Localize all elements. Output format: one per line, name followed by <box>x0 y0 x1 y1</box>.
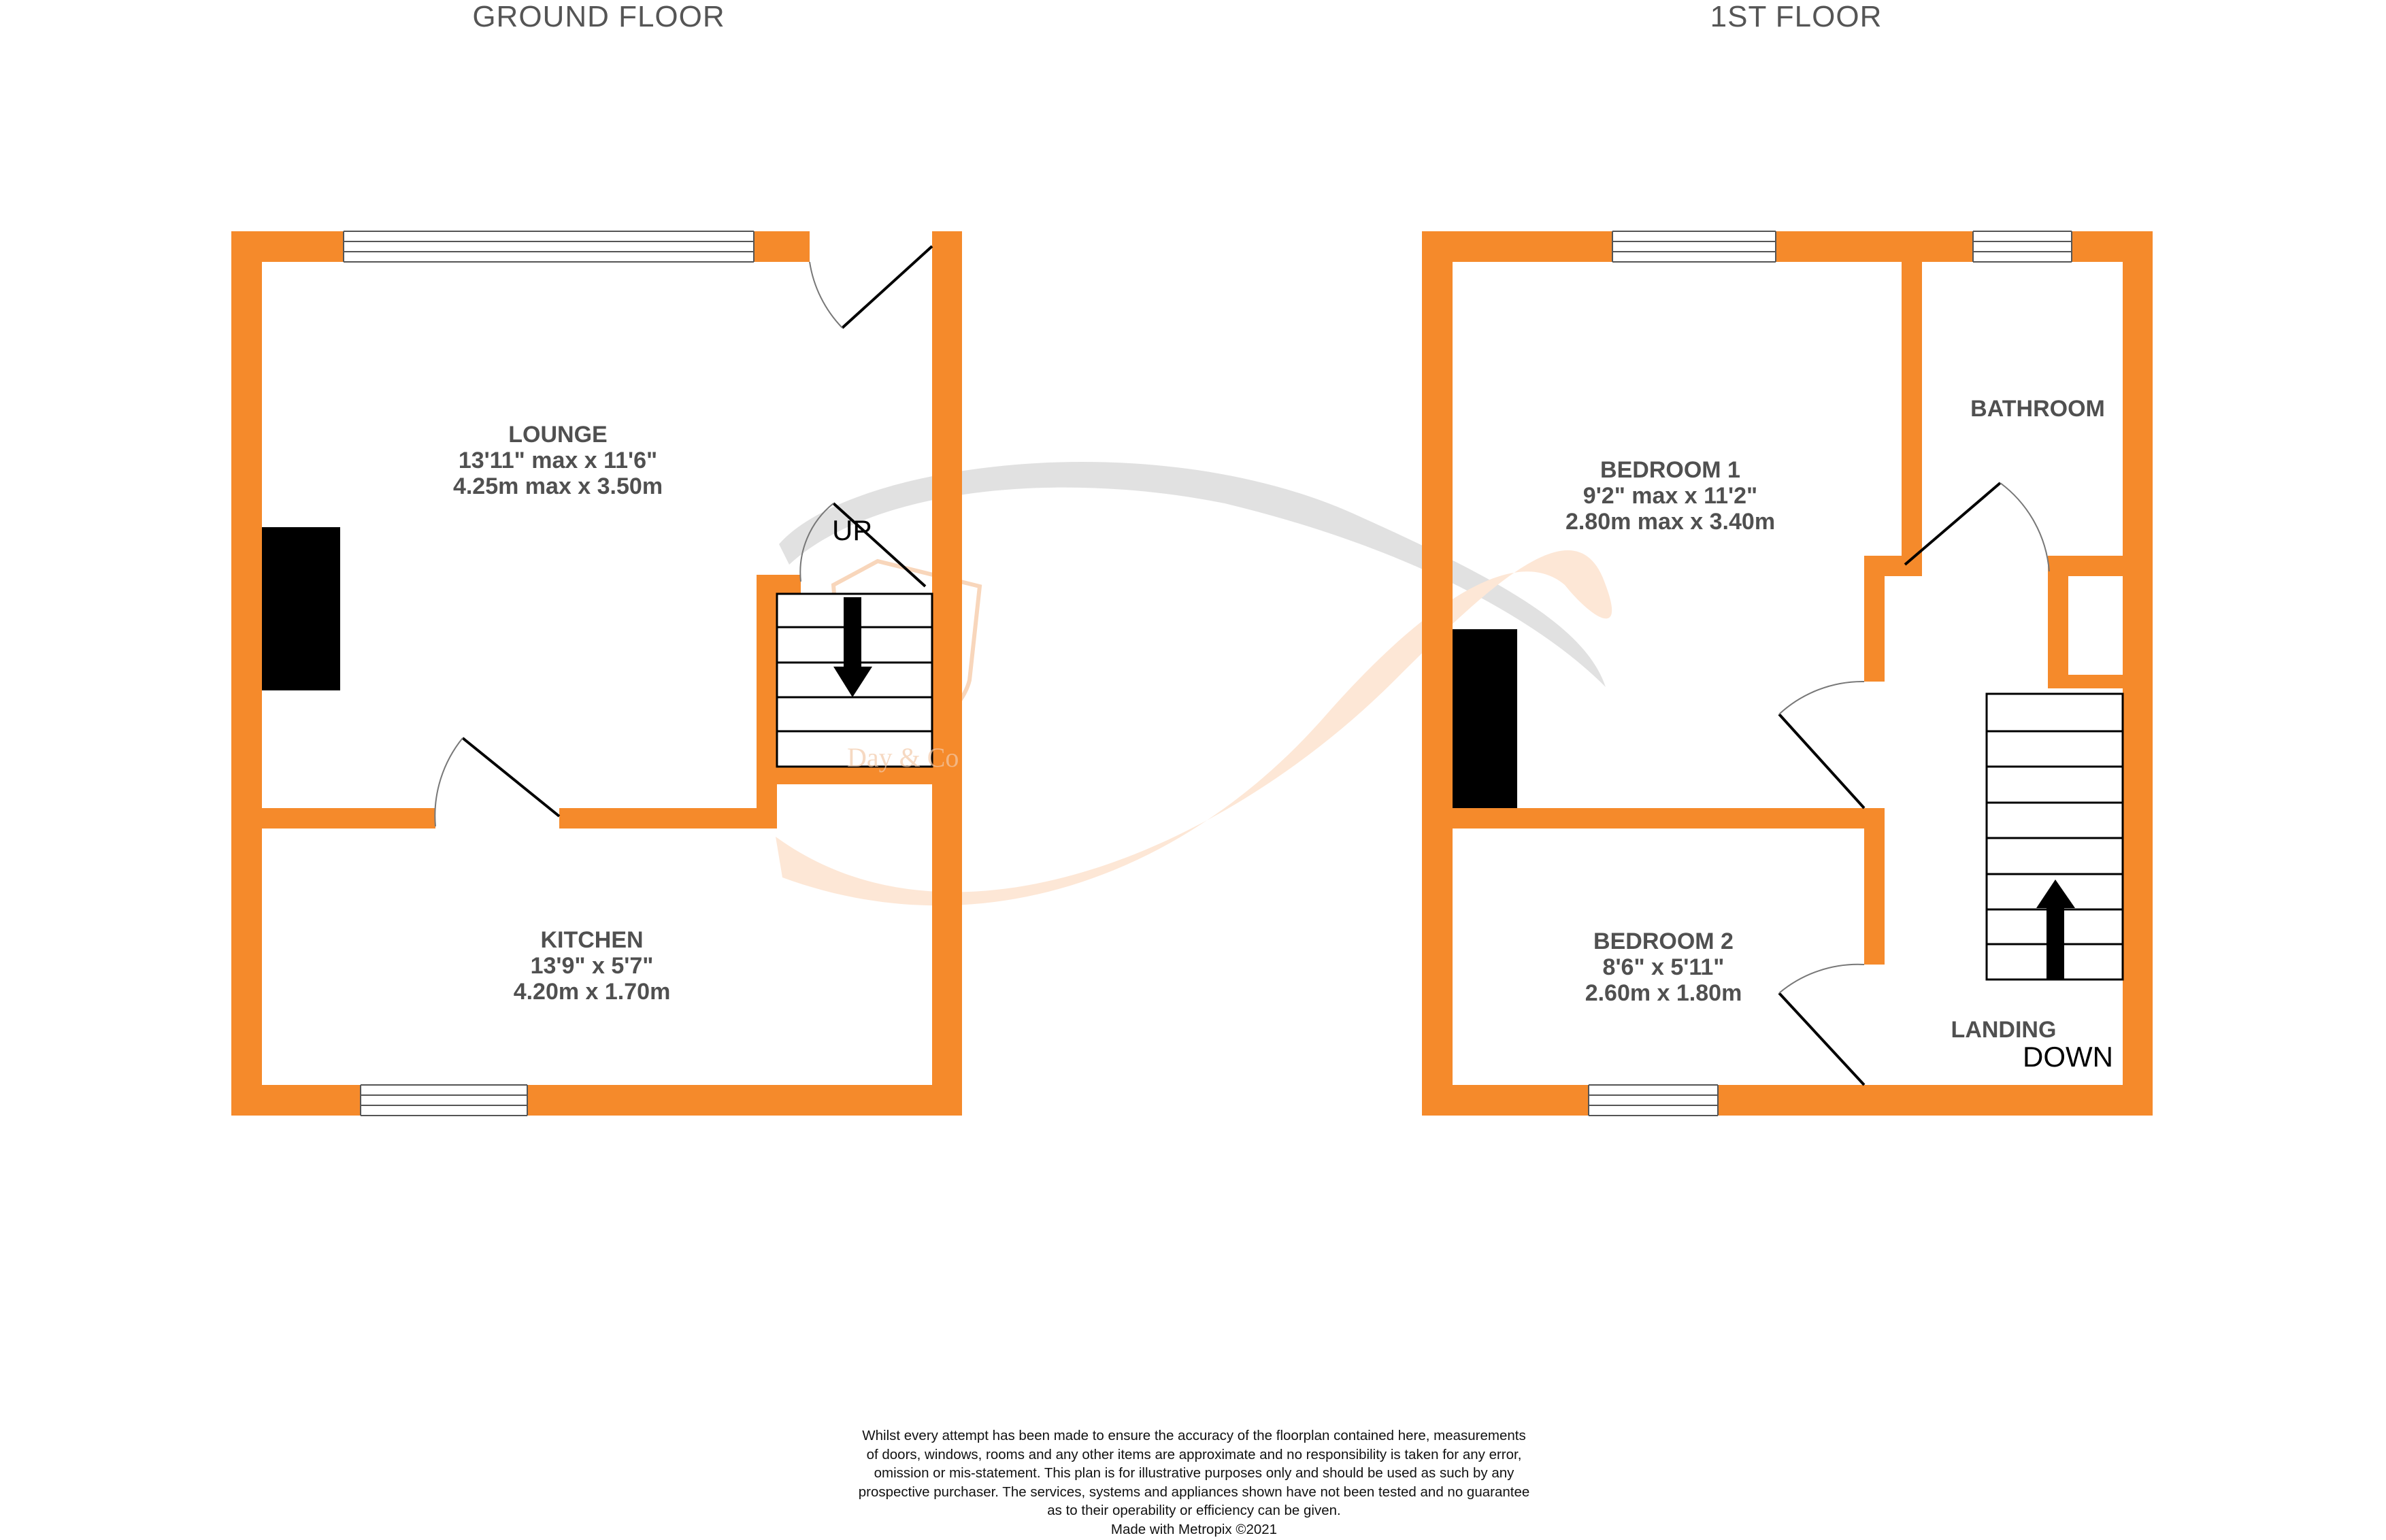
wall <box>231 231 262 1116</box>
wall <box>757 575 777 828</box>
wall <box>2123 231 2153 1116</box>
room-label-lounge <box>354 422 762 499</box>
stairs-down-label: DOWN <box>2023 1041 2113 1073</box>
wall <box>1864 808 1885 965</box>
wall <box>754 231 810 262</box>
chimney-breast <box>262 527 340 690</box>
window <box>1612 231 1776 262</box>
disclaimer-line: of doors, windows, rooms and any other items are approximate and no responsibility is taken for any error, <box>866 1446 1522 1462</box>
room-label-kitchen <box>388 927 796 1005</box>
wall <box>1864 1085 1885 1116</box>
room-size-imperial: 13'9" x 5'7" <box>530 953 654 979</box>
room-name: LOUNGE <box>508 422 608 448</box>
first-floor-title: 1ST FLOOR <box>1710 0 1883 33</box>
wall <box>2048 556 2068 688</box>
wall <box>1422 231 1453 1116</box>
room-size-imperial: 9'2" max x 11'2" <box>1583 483 1758 509</box>
door <box>435 738 559 826</box>
room-name: BEDROOM 1 <box>1600 457 1740 483</box>
window <box>1589 1085 1718 1116</box>
room-name: BATHROOM <box>1970 396 2105 422</box>
room-size-imperial: 8'6" x 5'11" <box>1602 954 1725 980</box>
room-size-metric: 4.20m x 1.70m <box>513 979 671 1005</box>
wall <box>2072 231 2153 262</box>
window <box>361 1085 527 1116</box>
room-size-metric: 4.25m max x 3.50m <box>452 473 663 499</box>
window <box>344 231 754 262</box>
wall <box>231 808 435 828</box>
door <box>1905 483 2049 571</box>
room-size-metric: 2.60m x 1.80m <box>1585 980 1742 1006</box>
disclaimer-credit: Made with Metropix ©2021 <box>1110 1521 1278 1537</box>
window <box>1973 231 2072 262</box>
wall <box>231 1085 962 1116</box>
room-name: KITCHEN <box>540 927 644 953</box>
staircase <box>777 594 932 767</box>
door <box>1779 682 1864 808</box>
room-label-landing <box>1885 1017 2123 1043</box>
room-size-imperial: 13'11" max x 11'6" <box>458 448 658 473</box>
room-label-bedroom-1 <box>1466 457 1874 535</box>
wall <box>1864 556 1885 682</box>
wall <box>1422 231 1612 262</box>
room-label-bathroom <box>1925 396 2150 422</box>
stairs-up-label: UP <box>832 514 872 546</box>
disclaimer-line: as to their operability or efficiency can be given. <box>1047 1503 1341 1518</box>
disclaimer-line: omission or mis-statement. This plan is for illustrative purposes only and should be used as such by any <box>874 1465 1514 1481</box>
wall <box>559 808 777 828</box>
room-label-bedroom-2 <box>1466 928 1861 1006</box>
ground-floor-title: GROUND FLOOR <box>472 0 725 33</box>
door <box>810 246 932 328</box>
room-name: LANDING <box>1951 1017 2057 1043</box>
watermark-text: Day & Co <box>847 742 959 773</box>
wall <box>1422 1085 2153 1116</box>
wall <box>1453 808 1885 828</box>
staircase <box>1987 694 2123 980</box>
wall <box>231 231 344 262</box>
room-size-metric: 2.80m max x 3.40m <box>1565 509 1776 535</box>
disclaimer <box>803 1426 1585 1539</box>
chimney-breast <box>1453 629 1517 808</box>
room-name: BEDROOM 2 <box>1593 928 1734 954</box>
disclaimer-line: Whilst every attempt has been made to ensure the accuracy of the floorplan contained here, measurements <box>862 1428 1526 1443</box>
wall <box>757 575 801 594</box>
disclaimer-line: prospective purchaser. The services, systems and appliances shown have not been tested and no guarantee <box>858 1484 1530 1500</box>
wall <box>1902 262 1922 556</box>
wall <box>932 231 962 1116</box>
wall <box>1776 231 1973 262</box>
wall <box>2048 675 2153 688</box>
